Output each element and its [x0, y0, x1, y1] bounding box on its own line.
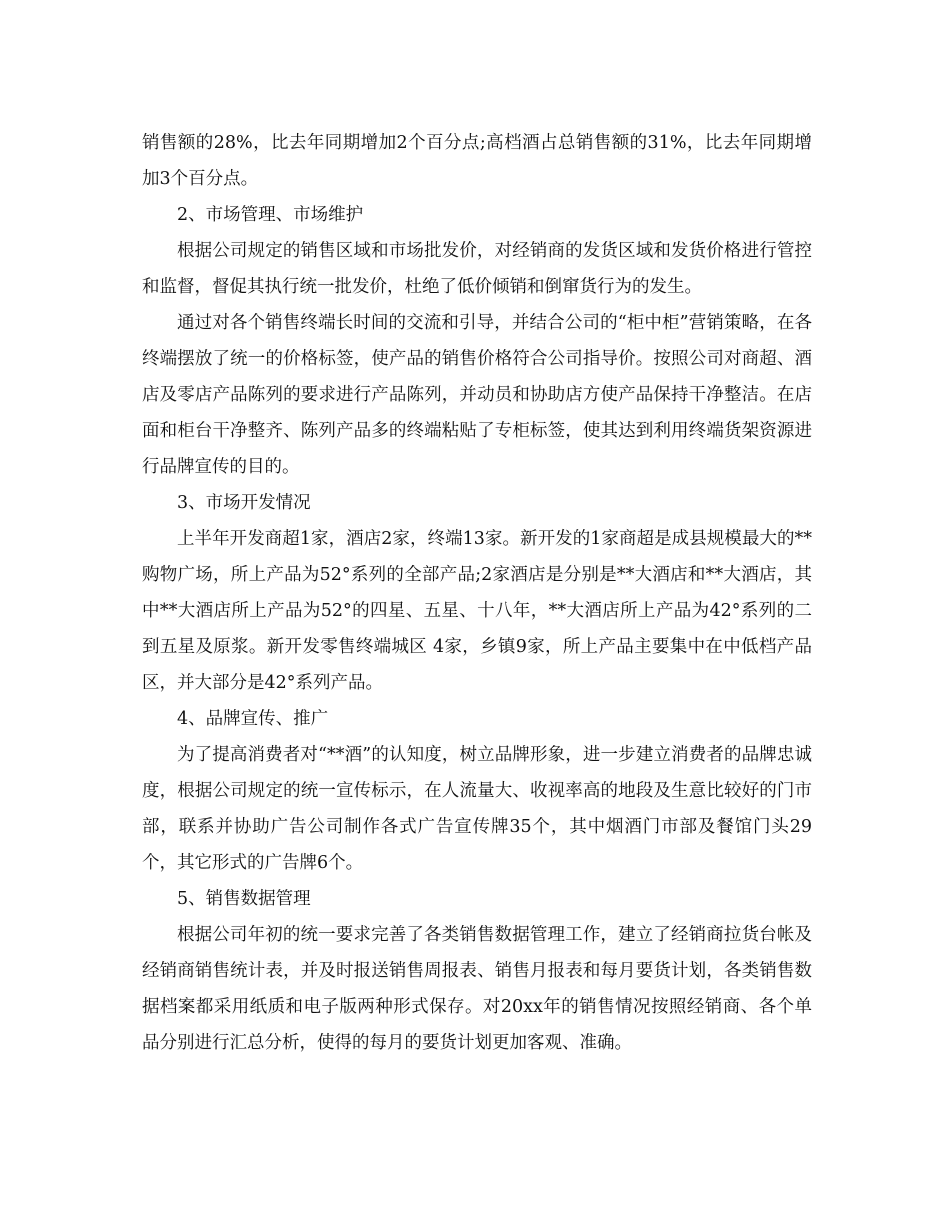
paragraph-new-outlets: 上半年开发商超1家，酒店2家，终端13家。新开发的1家商超是成县规模最大的**购物广场，所上产品为52°系列的全部产品;2家酒店是分别是**大酒店和**大酒店，其中**大酒店所上产品为52°的四星、五星、十八年，**大酒店所上产品为42°系列的二到五星及原浆。新开发零售终端城区 4家，乡镇9家，所上产品主要集中在中低档产品区，并大部分是42°系列产品。	[142, 529, 812, 693]
paragraph-price-control: 根据公司规定的销售区域和市场批发价，对经销商的发货区域和发货价格进行管控和监督，督促其执行统一批发价，杜绝了低价倾销和倒窜货行为的发生。	[142, 241, 812, 297]
paragraph-terminal-display: 通过对各个销售终端长时间的交流和引导，并结合公司的“柜中柜”营销策略，在各终端摆放了统一的价格标签，使产品的销售价格符合公司指导价。按照公司对商超、酒店及零店产品陈列的要求进行产品陈列，并动员和协助店方使产品保持干净整洁。在店面和柜台干净整齐、陈列产品多的终端粘贴了专柜标签，使其达到利用终端货架资源进行品牌宣传的目的。	[142, 313, 812, 477]
document-body	[142, 125, 812, 1061]
paragraph-continued: 销售额的28%，比去年同期增加2个百分点;高档酒占总销售额的31%，比去年同期增加3个百分点。	[142, 133, 812, 189]
section-heading-market-development: 3、市场开发情况	[177, 493, 311, 513]
section-heading-sales-data: 5、销售数据管理	[177, 889, 311, 909]
section-heading-market-management: 2、市场管理、市场维护	[177, 205, 364, 225]
section-heading-brand-promotion: 4、品牌宣传、推广	[177, 709, 329, 729]
paragraph-sales-data: 根据公司年初的统一要求完善了各类销售数据管理工作，建立了经销商拉货台帐及经销商销售统计表，并及时报送销售周报表、销售月报表和每月要货计划，各类销售数据档案都采用纸质和电子版两种形式保存。对20xx年的销售情况按照经销商、各个单品分别进行汇总分析，使得的每月的要货计划更加客观、准确。	[142, 925, 812, 1053]
paragraph-brand-promotion: 为了提高消费者对“**酒”的认知度，树立品牌形象，进一步建立消费者的品牌忠诚度，根据公司规定的统一宣传标示，在人流量大、收视率高的地段及生意比较好的门市部，联系并协助广告公司制作各式广告宣传牌35个，其中烟酒门市部及餐馆门头29个，其它形式的广告牌6个。	[142, 745, 812, 873]
